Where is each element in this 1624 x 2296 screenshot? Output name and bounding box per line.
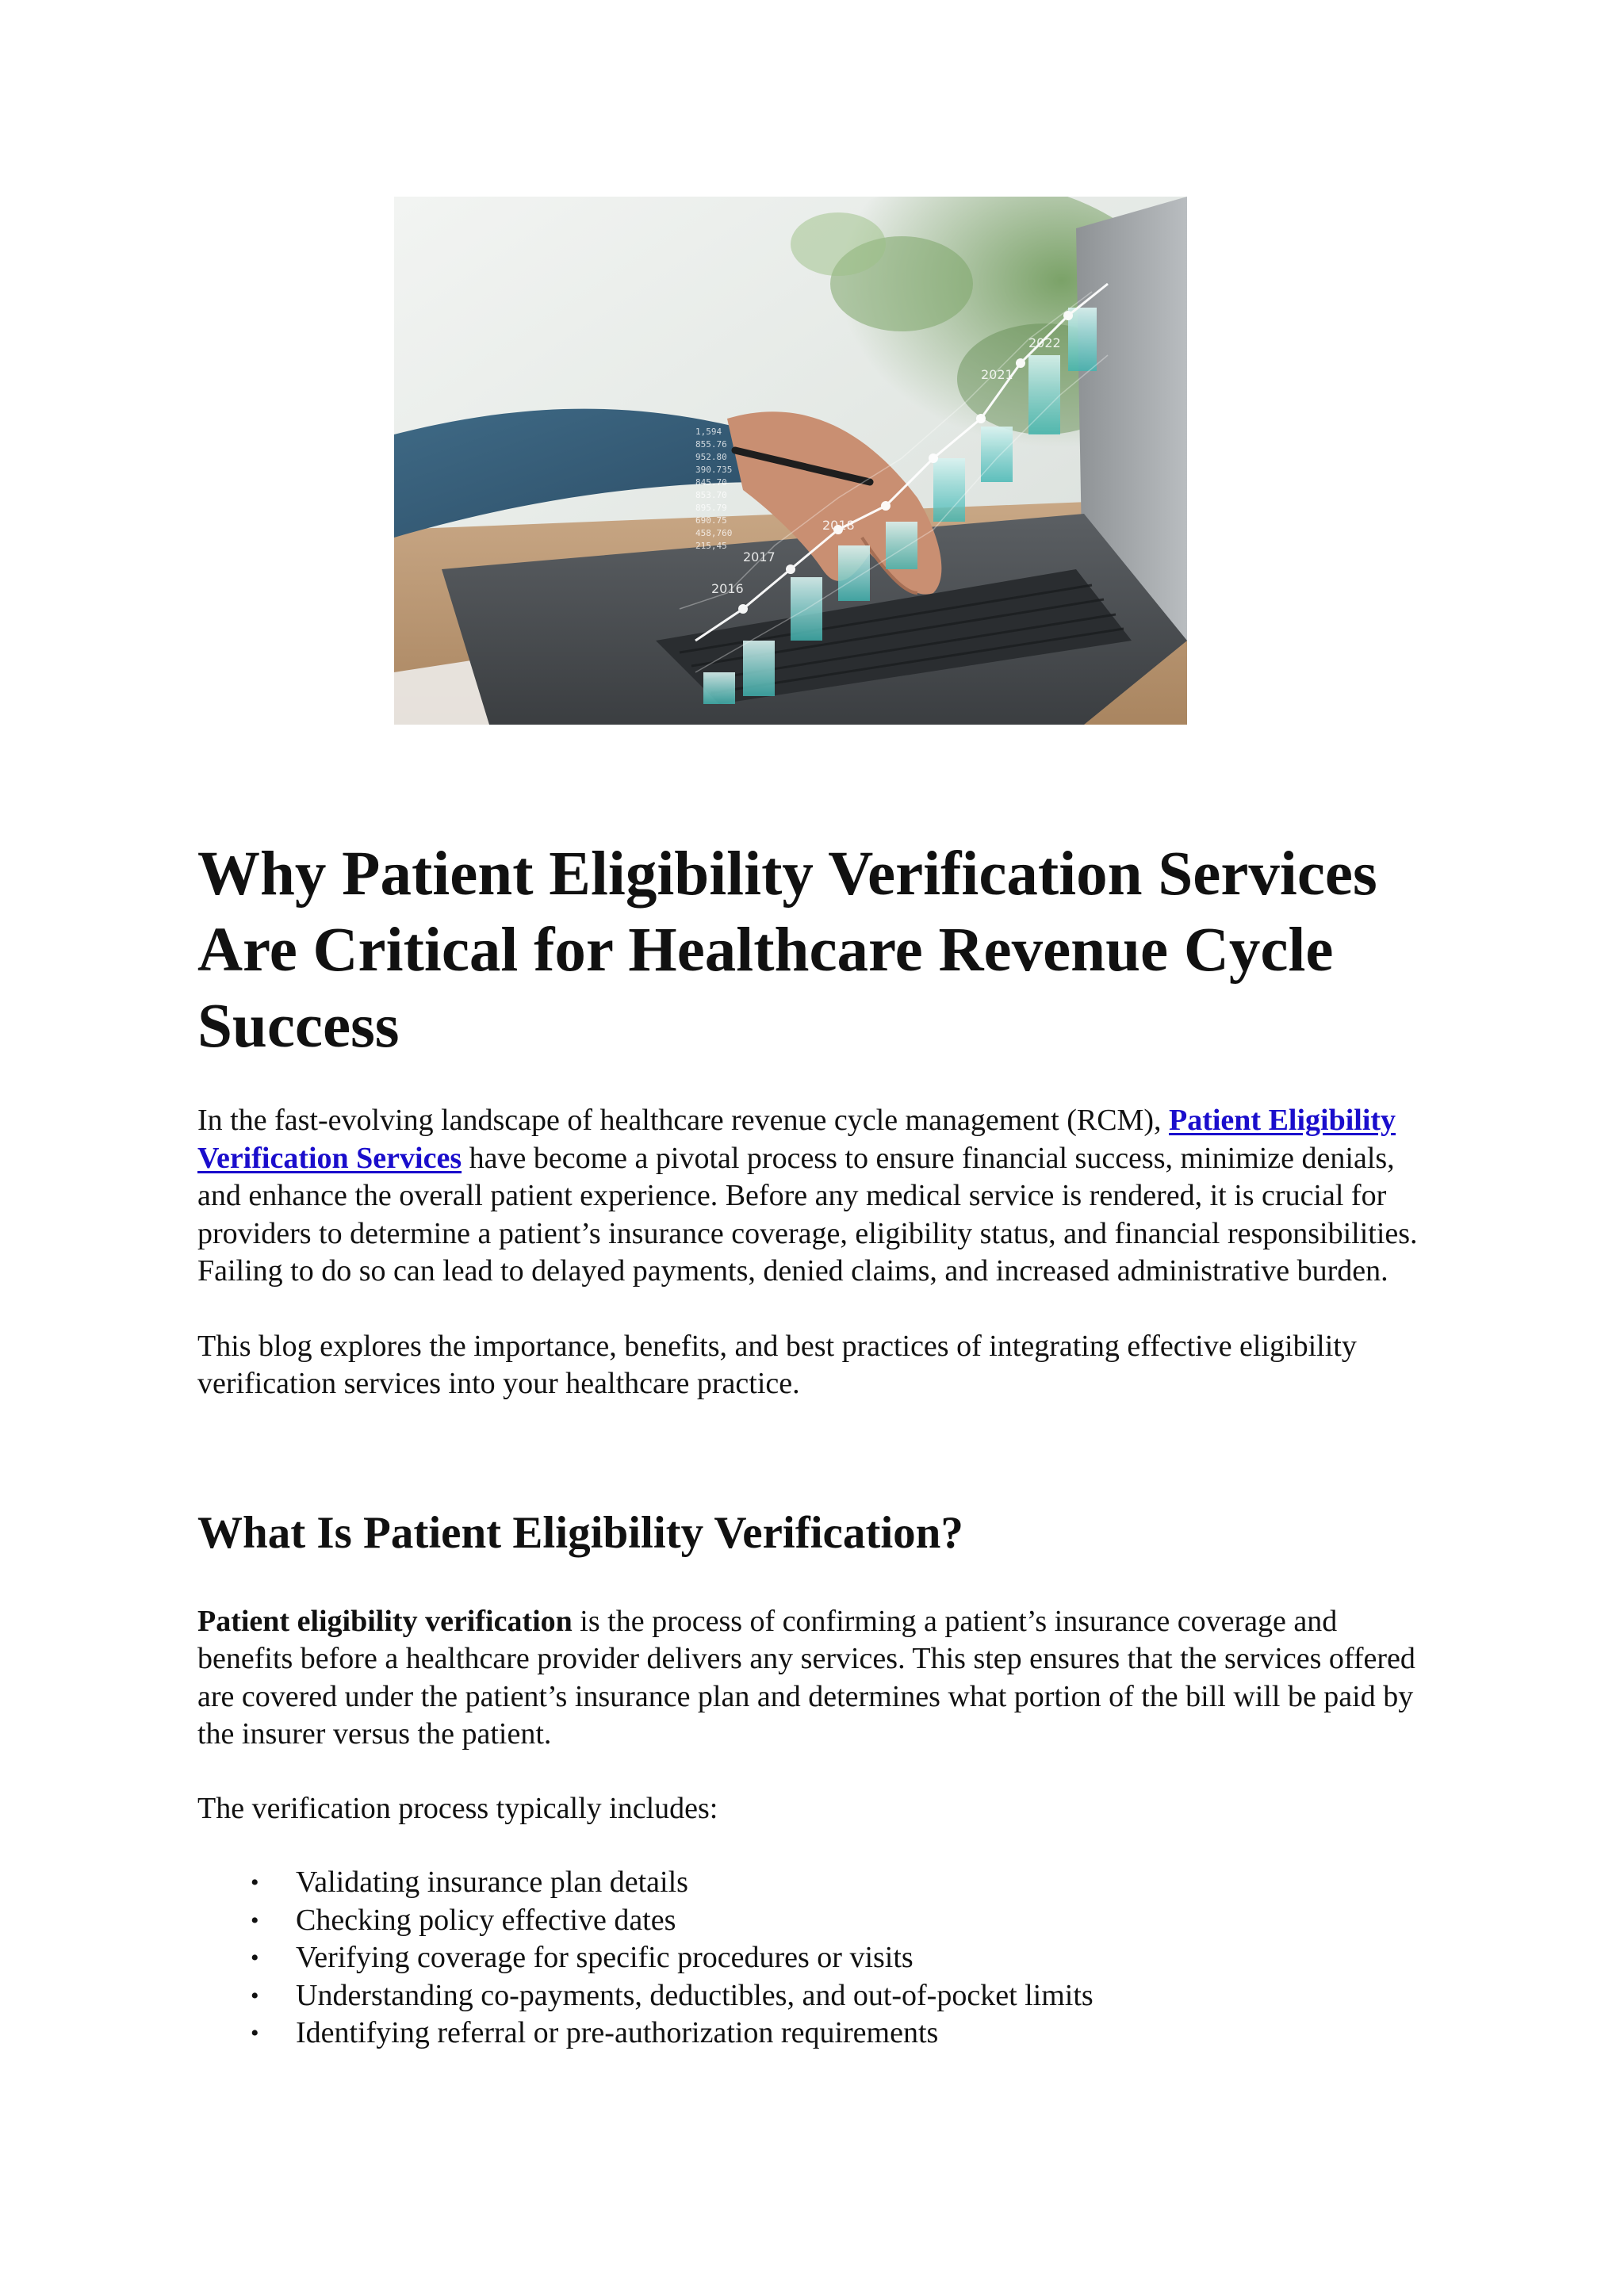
list-item-text: Checking policy effective dates: [296, 1903, 676, 1937]
list-item-text: Verifying coverage for specific procedures or visits: [296, 1941, 914, 1974]
list-item: [197, 1864, 1434, 1902]
hero-image: [394, 197, 1187, 725]
definition-term: Patient eligibility verification: [197, 1604, 573, 1638]
blog-overview-paragraph: This blog explores the importance, benefits, and best practices of integrating effective eligibility verification services into your healthcare practice.: [197, 1329, 1357, 1400]
intro-text-after-link: have become a pivotal process to ensure financial success, minimize denials, and enhance the overall patient experience. Before any medical service is rendered, it is crucial for providers to determine a patient’s insurance coverage, eligibility status, and financial responsibilities. Failing to do so can lead to delayed payments, denied claims, and increased administrative burden.: [197, 1141, 1418, 1288]
chart-year-label: 2022: [1028, 335, 1061, 350]
patient-eligibility-verification-link[interactable]: Patient Eligibility Verification Services: [197, 1104, 1396, 1175]
article-body: [197, 836, 1434, 2053]
bullet-icon: •: [251, 1945, 259, 1971]
ticker-value: 855.76: [695, 439, 727, 450]
ticker-value: 458,760: [695, 528, 733, 538]
ticker-value: 895.79: [695, 503, 727, 513]
ticker-value: 845.70: [695, 477, 727, 488]
ticker-value: 390.735: [695, 465, 733, 475]
list-item: [197, 2015, 1434, 2053]
list-item-text: Understanding co-payments, deductibles, and out-of-pocket limits: [296, 1978, 1094, 2012]
bullet-icon: •: [251, 2020, 259, 2046]
definition-paragraph: [197, 1603, 1434, 1754]
process-intro: The verification process typically includes:: [197, 1791, 718, 1825]
definition-text: is the process of confirming a patient’s insurance coverage and benefits before a healthcare provider delivers any services. This step ensures that the services offered are covered under the patient’s insurance plan and determines what portion of the bill will be paid by the insurer versus the patient.: [197, 1604, 1415, 1751]
page-title: Why Patient Eligibility Verification Services Are Critical for Healthcare Revenue Cycle Success: [197, 840, 1377, 1061]
list-item: [197, 1939, 1434, 1977]
ticker-value: 690.75: [695, 515, 727, 526]
ticker-value: 215,45: [695, 541, 727, 551]
bullet-icon: •: [251, 1869, 259, 1896]
chart-year-label: 2021: [981, 367, 1013, 382]
bullet-icon: •: [251, 1907, 259, 1934]
list-item: [197, 1902, 1434, 1940]
chart-year-label: 2018: [822, 518, 855, 533]
list-item-text: Validating insurance plan details: [296, 1866, 688, 1899]
bullet-icon: •: [251, 1982, 259, 2009]
chart-year-label: 2017: [743, 549, 776, 564]
verification-steps-list: [197, 1864, 1434, 2053]
ticker-value: 1,594: [695, 427, 722, 437]
ticker-value: 952.80: [695, 452, 727, 462]
chart-year-label: 2016: [711, 581, 744, 596]
ticker-value: 853.70: [695, 490, 727, 500]
list-item: [197, 1977, 1434, 2015]
list-item-text: Identifying referral or pre-authorization requirements: [296, 2016, 939, 2049]
intro-text-before-link: In the fast-evolving landscape of healthcare revenue cycle management (RCM),: [197, 1104, 1169, 1137]
intro-paragraph: [197, 1102, 1434, 1291]
section-heading: What Is Patient Eligibility Verification?: [197, 1507, 963, 1558]
